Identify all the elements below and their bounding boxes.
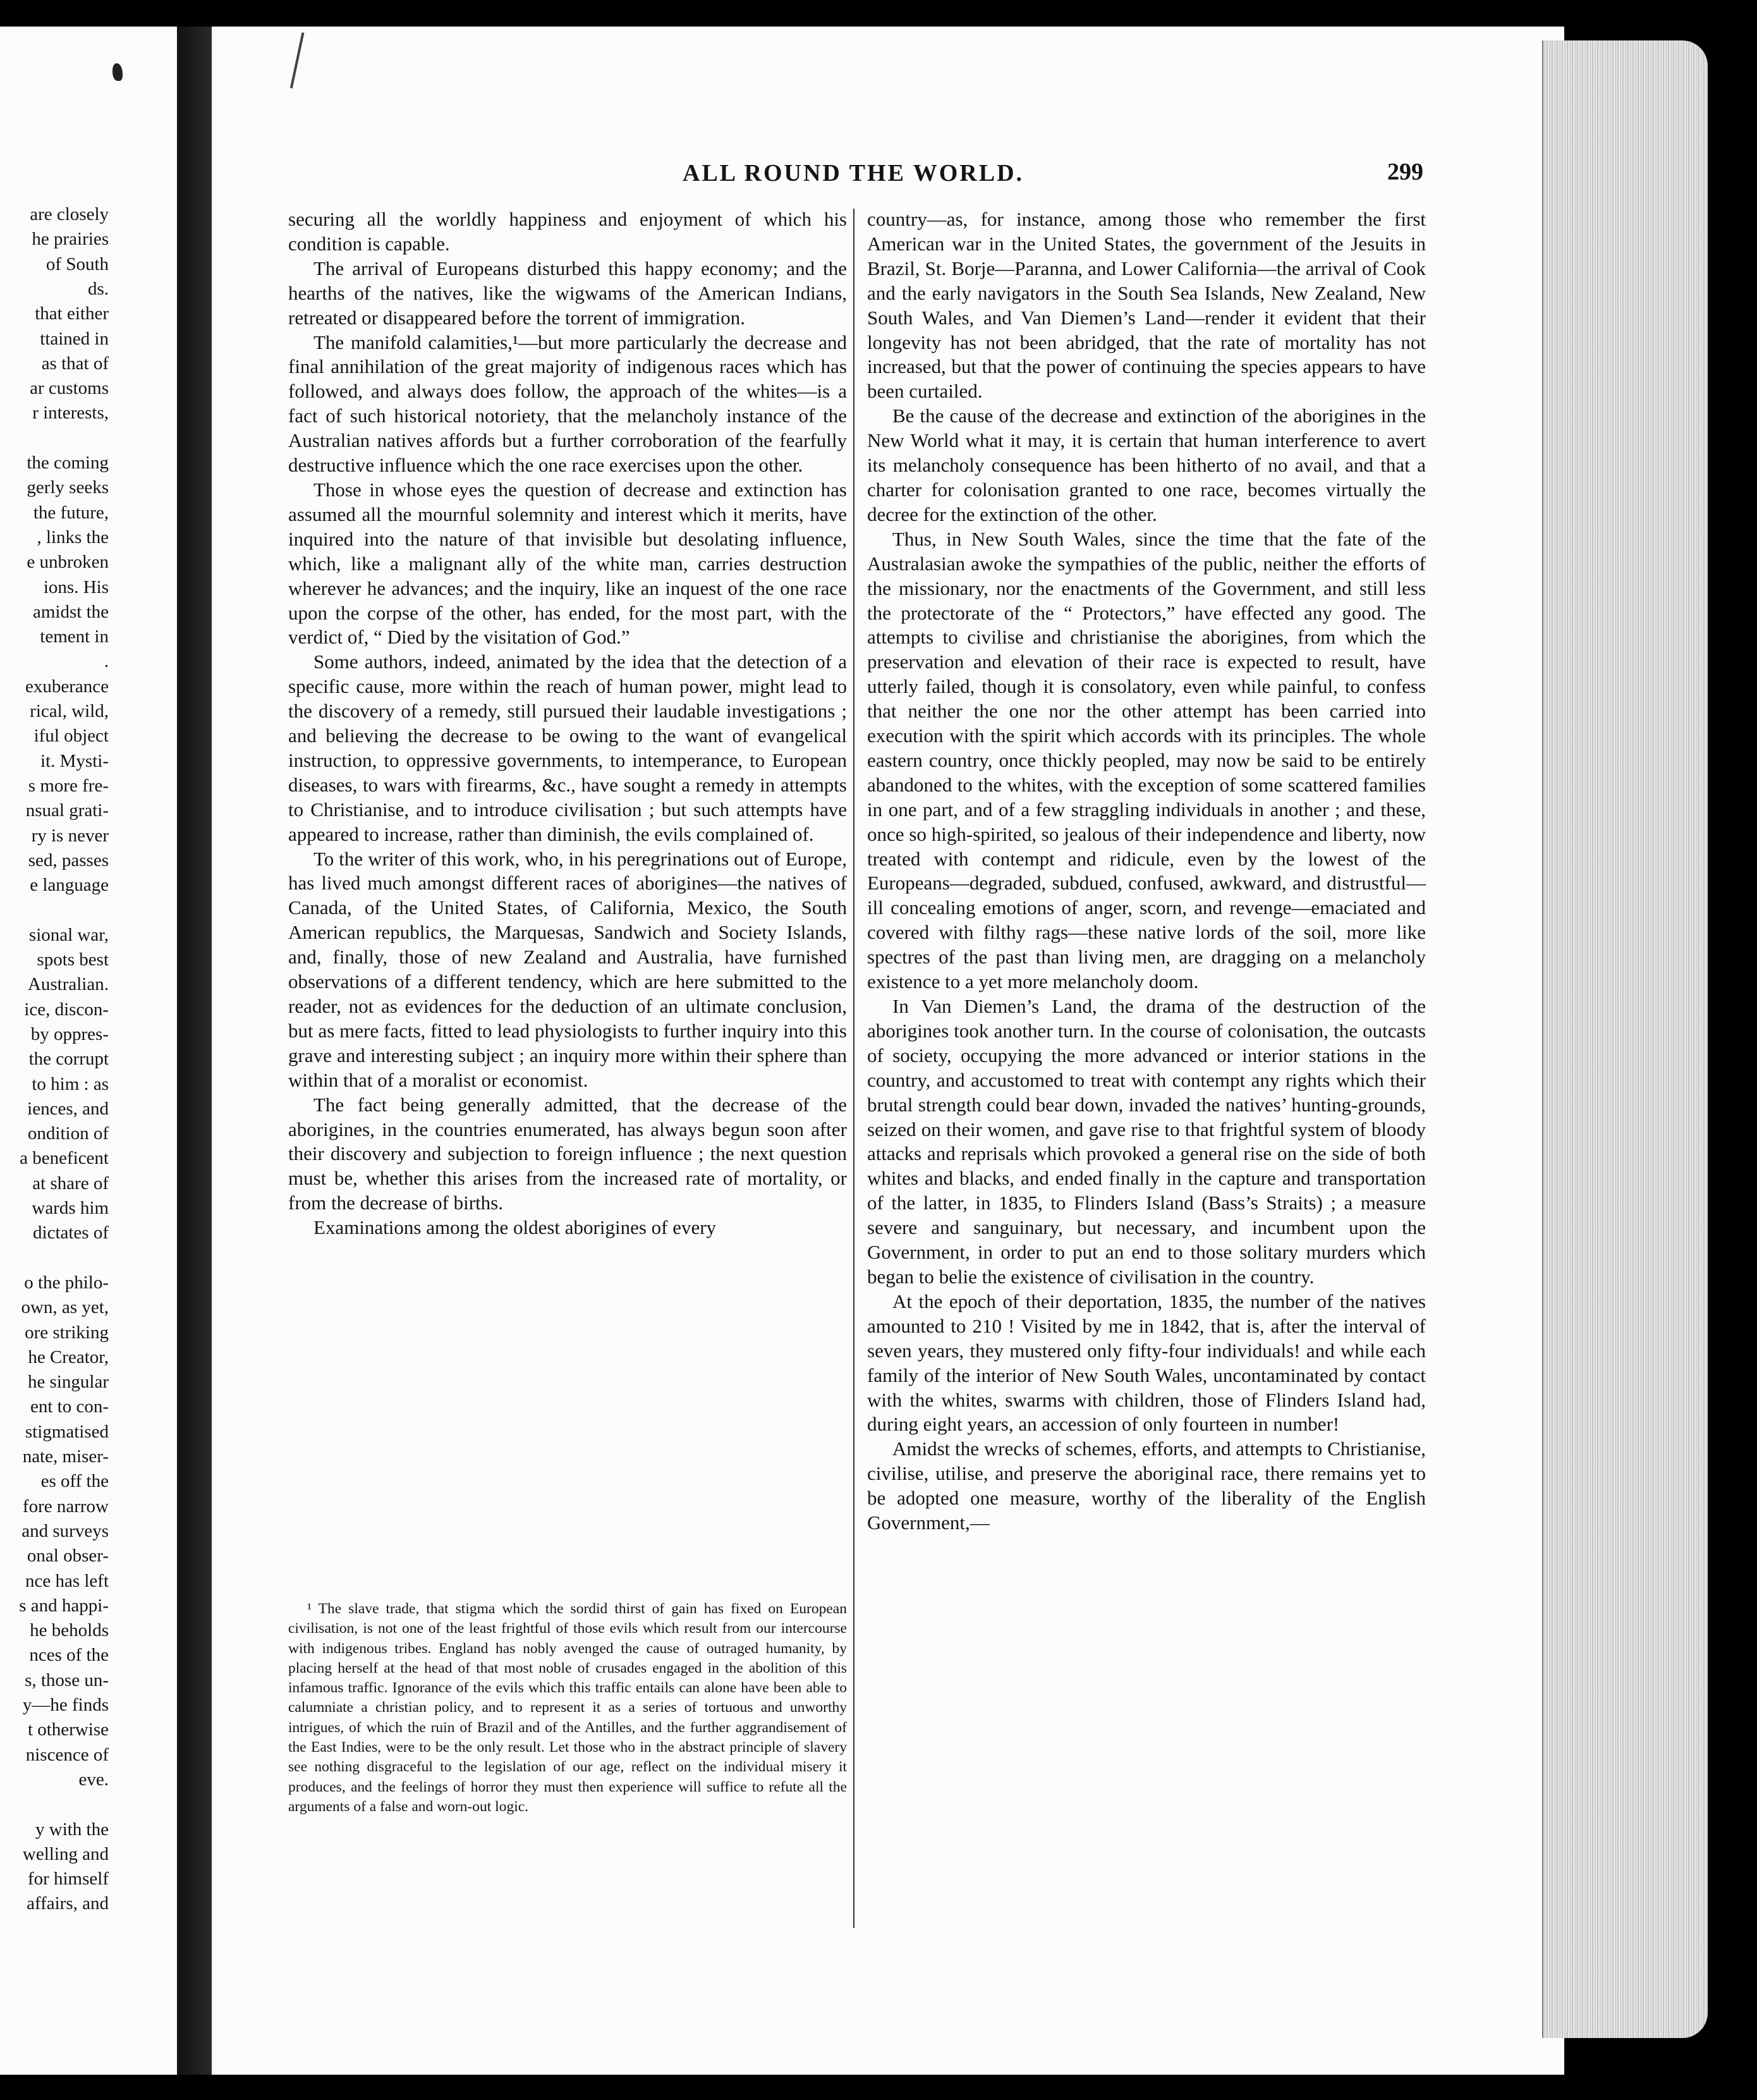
paragraph: securing all the worldly happiness and enjoyment of which his condition is capable. — [288, 208, 847, 255]
fragment-line: are closely — [30, 204, 109, 224]
fragment-line: rical, wild, — [30, 701, 109, 721]
paragraph: Examinations among the oldest aborigines of every — [313, 1216, 717, 1239]
fragment-line: niscence of — [25, 1744, 109, 1765]
page-block-edges — [1542, 40, 1708, 2038]
fragment-line: the corrupt — [28, 1049, 109, 1070]
running-head: ALL ROUND THE WORLD. — [683, 160, 1024, 186]
paragraph: Amidst the wrecks of schemes, efforts, and attempts to Christianise, civilise, utilise, and preserve the aboriginal race, there remains yet to be adopted one measure, worthy of the liberality of the English Government,— — [867, 1438, 1426, 1534]
fragment-line: stigmatised — [25, 1421, 109, 1442]
fragment-line: sed, passes — [28, 850, 109, 870]
fragment-line: at share of — [32, 1173, 109, 1193]
fragment-line: o the philo- — [24, 1272, 109, 1293]
fragment-line: that either — [35, 303, 109, 324]
fragment-line: s more fre- — [28, 775, 109, 796]
ink-blot — [112, 63, 123, 81]
fragment-line: amidst the — [32, 601, 109, 622]
paragraph: The arrival of Europeans disturbed this happy economy; and the hearths of the natives, like the wigwams of the American Indians, retreated or disappeared before the torrent of immigration. — [288, 257, 847, 329]
fragment-line: as that of — [41, 353, 109, 374]
fragment-line: by oppres- — [30, 1023, 109, 1044]
fragment-line: the coming — [27, 453, 109, 473]
fragment-line: r interests, — [32, 403, 109, 424]
fragment-line: he singular — [27, 1372, 109, 1393]
fragment-line: nsual grati- — [25, 800, 109, 821]
fragment-line: ions. His — [43, 577, 109, 597]
paragraph: To the writer of this work, who, in his peregrinations out of Europe, has lived much amongst different races of aborigines—the natives of Canada, of the United States, of California, Mexico, the South American republics, the Marquesas, Sandwich and Society Islands, and, finally, those of new Zealand and Australia, have furnished observations of a different tendency, which are here submitted to the reader, not as evidences for the deduction of an ultimate conclusion, but as mere facts, fitted to lead physiologists to further inquiry into this grave and interesting subject ; an inquiry more within their sphere than within that of a moralist or economist. — [288, 847, 847, 1091]
fragment-line: ar customs — [30, 378, 109, 399]
fragment-line: he Creator, — [28, 1346, 109, 1367]
page-number: 299 — [1387, 159, 1423, 185]
paragraph: country—as, for instance, among those who remember the first American war in the United States, the government of the Jesuits in Brazil, St. Borje—Paranna, and Lower California—the arrival of Cook and the early navigators in the South Sea Islands, New Zealand, New South Wales, and Van Diemen’s Land—render it evident that their longevity has not been abridged, that the rate of mortality has not increased, but that the power of continuing the species appears to have been curtailed. — [867, 208, 1426, 403]
fragment-line: onal obser- — [27, 1546, 109, 1566]
paragraph: Be the cause of the decrease and extinction of the aborigines in the New World what it may, it is certain that human interference to avert its melancholy consequence has been hitherto of no avail, and that a charter for colonisation granted to one race, becomes virtually the decree for the extinction of the other. — [867, 405, 1426, 525]
fragment-line: ice, discon- — [24, 999, 109, 1020]
fragment-line: Australian. — [27, 974, 109, 995]
fragment-line: of South — [46, 253, 109, 274]
fragment-line: exuberance — [25, 676, 109, 697]
fragment-line: for himself — [27, 1869, 109, 1889]
footnote-text: ¹ The slave trade, that stigma which the sordid thirst of gain has fixed on European civilisation, is not one of the least frightful of those evils which result from our intercourse with indigenous tribes. England has nobly avenged the cause of outraged humanity, by placing herself at the head of that most noble of crusades engaged in the abolition of this infamous traffic. Ignorance of the evils which this traffic entails can alone have been able to calumniate a christian policy, and to represent it as a series of tortuous and unworthy intrigues, of which the ruin of Brazil and of the Antilles, and the further aggrandisement of the East Indies, were to be the only result. Let those who in the abstract principle of slavery see nothing disgraceful to the legislation of our age, reflect on the individual misery it produces, and the feelings of horror they must then experience will suffice to refute all the arguments of a false and worn-out logic. — [288, 1601, 847, 1815]
fragment-line: e unbroken — [27, 552, 109, 573]
fragment-line: dictates of — [33, 1223, 109, 1243]
book-gutter — [177, 27, 212, 2075]
column-rule — [853, 209, 854, 1928]
fragment-line: . — [104, 651, 109, 672]
fragment-line: y with the — [35, 1819, 109, 1840]
fragment-line: ent to con- — [30, 1396, 109, 1417]
fragment-line: gerly seeks — [27, 477, 109, 498]
fragment-line: a beneficent — [20, 1148, 109, 1169]
fragment-line: and surveys — [21, 1520, 109, 1541]
paragraph: Thus, in New South Wales, since the time that the fate of the Australasian awoke the sympathies of the public, neither the efforts of the missionary, nor the enactments of the Government, and still less the protectorate of the “ Protectors,” have effected any good. The attempts to civilise and christianise the aborigines, from which the preservation and elevation of their race is expected to result, have utterly failed, though it is consolatory, even while painful, to confess that neither the one nor the other attempt has been carried into execution with the spirit which accords with its principles. The whole eastern country, once thickly peopled, may now be said to be entirely abandoned to the whites, with the exception of some scattered families in one part, and of a few straggling individuals in another ; and these, once so high-spirited, so jealous of their independence and liberty, now treated with contempt and ridicule, even by the lowest of the Europeans—degraded, subdued, confused, awkward, and distrustful—ill concealing emotions of anger, scorn, and revenge—emaciated and covered with filthy rags—these native lords of the soil, more like spectres of the past than living men, are dragging on a melancholy existence to a yet more melancholy doom. — [867, 527, 1426, 993]
fragment-line: nces of the — [29, 1645, 109, 1666]
fragment-line: e language — [30, 875, 109, 896]
fragment-line: ds. — [87, 278, 109, 299]
paragraph: The manifold calamities,¹—but more particularly the decrease and final annihilation of the great majority of indigenous races which has followed, and always does follow, the approach of the whites—is a fact of such historical notoriety, that the melancholy instance of the Australian natives affords but a further corroboration of the fearfully destructive influence which the one race exercises upon the other. — [288, 331, 847, 477]
fragment-line: eve. — [78, 1769, 109, 1790]
fragment-line: ry is never — [31, 825, 109, 846]
facing-page-fragment — [0, 27, 177, 2075]
fragment-line: it. Mysti- — [40, 750, 109, 771]
fragment-line: ttained in — [40, 328, 109, 349]
fragment-line: , links the — [37, 527, 109, 547]
paragraph: In Van Diemen’s Land, the drama of the destruction of the aborigines took another turn. In the course of colonisation, the outcasts of society, occupying the more advanced or interior stations in the country, and accustomed to treat with contempt any rights which their brutal strength could bear down, invaded the natives’ hunting-grounds, seized on their women, and gave rise to that frightful system of bloody attacks and reprisals which provoked a general rise on the side of both whites and blacks, and ended finally in the capture and transportation of the latter, in 1835, to Flinders Island (Bass’s Straits) ; a measure severe and sanguinary, but necessary, and incumbent upon the Government, in order to put an end to those solitary murders which began to belie the existence of civilisation in the country. — [867, 995, 1426, 1288]
fragment-line: spots best — [37, 949, 109, 970]
fragment-line: ondition of — [27, 1123, 109, 1144]
fragment-line: own, as yet, — [21, 1297, 109, 1318]
paragraph: The fact being generally admitted, that the decrease of the aborigines, in the countries enumerated, has always begun soon after their discovery and subjection to foreign influence ; the next question must be, whether this arises from the increased rate of mortality, or from the decrease of births. — [288, 1093, 847, 1214]
fragment-line: affairs, and — [27, 1893, 109, 1914]
fragment-line: to him : as — [32, 1073, 109, 1094]
fragment-line: s and happi- — [19, 1595, 109, 1616]
fragment-line: nce has left — [25, 1570, 109, 1591]
fragment-line: t otherwise — [27, 1719, 109, 1740]
fragment-line: ore striking — [25, 1322, 109, 1343]
fragment-line: nate, miser- — [22, 1446, 109, 1467]
fragment-line: s, those un- — [25, 1670, 109, 1690]
fragment-line: welling and — [22, 1843, 109, 1864]
fragment-line: es off the — [40, 1471, 109, 1492]
paragraph: Some authors, indeed, animated by the idea that the detection of a specific cause, more within the reach of human power, might lead to the discovery of a remedy, still pursued their laudable investigations ; and believing the decrease to be owing to the want of evangelical instruction, to oppressive governments, to intemperance, to European diseases, to wars with firearms, &c., have sought a remedy in attempts to Christianise, and to introduce civilisation ; but such attempts have appeared to increase, rather than diminish, the evils complained of. — [288, 650, 847, 845]
fragment-line: tement in — [40, 626, 109, 647]
fragment-line: wards him — [32, 1198, 109, 1218]
fragment-line: the future, — [33, 502, 109, 523]
paragraph: Those in whose eyes the question of decrease and extinction has assumed all the mournful solemnity and interest which it merits, have inquired into the nature of that invisible but desolating influence, which, like a malignant ally of the white man, carries destruction wherever he advances; and the inquiry, like an inquest of the one race upon the corpse of the other, has ended, for the most part, with the verdict of, “ Died by the visitation of God.” — [288, 478, 847, 649]
footnote — [288, 1599, 847, 1817]
fragment-line: iences, and — [27, 1098, 109, 1119]
fragment-line: iful object — [33, 726, 109, 747]
left-column — [288, 207, 847, 1240]
fragment-line: he beholds — [30, 1620, 109, 1641]
fragment-line: he prairies — [32, 229, 109, 250]
paragraph: At the epoch of their deportation, 1835, the number of the natives amounted to 210 ! Visited by me in 1842, that is, after the interval of seven years, they mustered only fifty-four individuals! and while each family of the interior of New South Wales, uncontaminated by contact with the whites, swarms with children, those of Flinders Island had, during eight years, an accession of only fourteen in number! — [867, 1290, 1426, 1436]
right-column — [867, 207, 1426, 1535]
fragment-line: y—he finds — [22, 1695, 109, 1715]
fragment-line: fore narrow — [22, 1496, 109, 1517]
fragment-line: sional war, — [28, 924, 109, 945]
